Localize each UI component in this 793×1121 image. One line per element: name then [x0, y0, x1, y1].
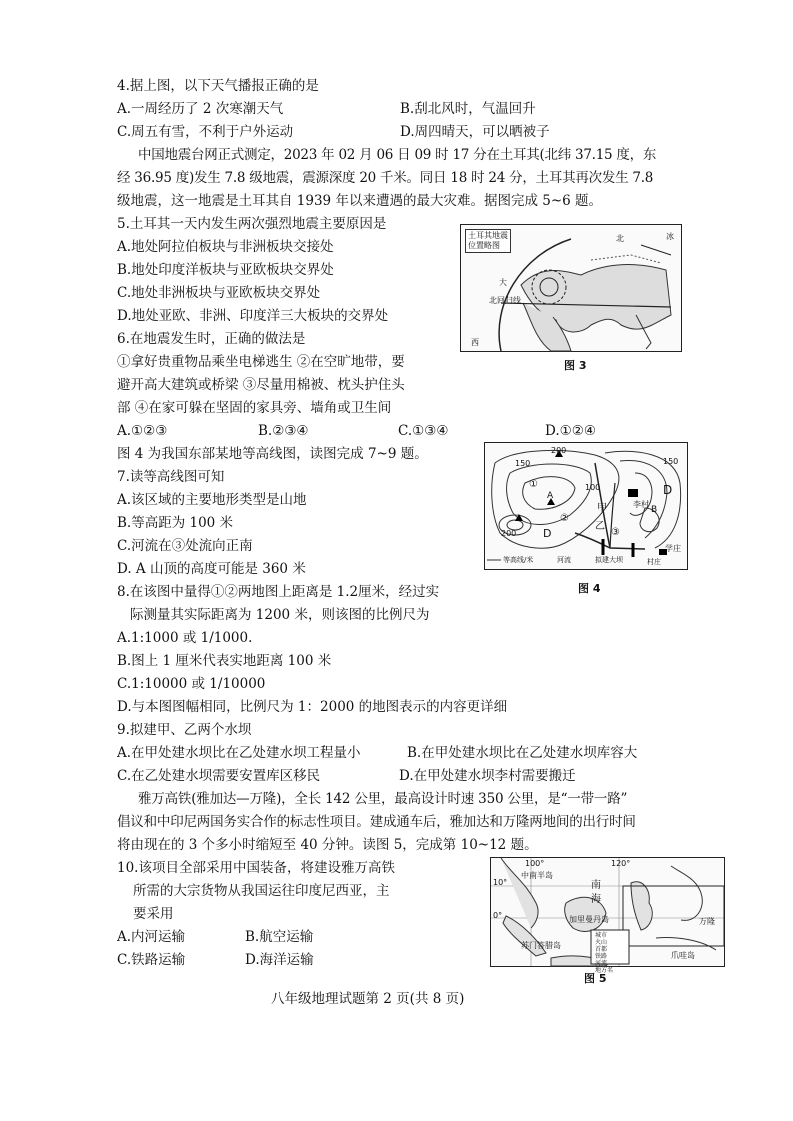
figure4-legend-contour: 等高线/米: [503, 556, 534, 564]
figure4-mark-3: ③: [611, 527, 620, 538]
q6-option-c: C.①③④: [398, 423, 449, 439]
figure4-caption: 图 4: [578, 582, 601, 595]
figure5-label-south: 南: [591, 880, 601, 891]
q8-stem: 8.在该图中量得①②两地图上距离是 1.2厘米，经过实: [117, 584, 440, 600]
figure5-lon-120: 120°: [611, 859, 631, 868]
figure4-mark-b: B: [651, 505, 658, 515]
q10-stem: 10.该项目全部采用中国装备，将建设雅万高铁: [117, 860, 395, 876]
figure5-legend-volcano: 火山: [595, 939, 608, 946]
figure4-contour-label: 150: [515, 459, 531, 468]
passage1-line3: 级地震，这一地震是土耳其自 1939 年以来遭遇的最大灾难。据图完成 5~6 题。: [117, 193, 603, 209]
figure4-contour-label: 150: [663, 457, 679, 466]
figure5-label-java: 爪哇岛: [671, 951, 695, 960]
figure3-label-north: 北: [616, 234, 624, 243]
q9-option-c: C.在乙处建水坝需要安置库区移民: [117, 768, 321, 784]
q4-option-d: D.周四晴天，可以晒被子: [400, 124, 550, 140]
figure5-legend-railway: 铁路: [595, 953, 608, 960]
q10-stem-line2: 所需的大宗货物从我国运往印度尼西亚，主: [133, 883, 390, 899]
figure3-map: [460, 224, 682, 352]
q6-stem: 6.在地震发生时，正确的做法是: [117, 331, 306, 347]
figure3-caption: 图 3: [564, 359, 587, 372]
q4-option-b: B.刮北风时，气温回升: [400, 101, 536, 117]
q5-option-c: C.地处非洲板块与亚欧板块交界处: [117, 285, 321, 301]
passage2: 图 4 为我国东部某地等高线图，读图完成 7~9 题。: [117, 446, 428, 462]
q7-option-c: C.河流在③处流向正南: [117, 538, 253, 554]
q5-option-d: D.地处亚欧、非洲、印度洋三大板块的交界处: [117, 308, 389, 324]
figure4-legend-village: 村庄: [647, 558, 661, 566]
q8-stem-line2: 际测量其实际距离为 1200 米，则该图的比例尺为: [130, 607, 430, 623]
q4-option-c: C.周五有雪，不利于户外运动: [117, 124, 294, 140]
figure4-mark-yi: 乙: [595, 521, 605, 532]
passage3-line3: 将由现在的 3 个多小时缩短至 40 分钟。读图 5，完成第 10~12 题。: [117, 837, 538, 853]
figure3-label-ocean: 大: [499, 278, 507, 287]
q8-option-b: B.图上 1 厘米代表实地距离 100 米: [117, 653, 332, 669]
q7-option-b: B.等高距为 100 米: [117, 515, 234, 531]
figure3-title-line1: 土耳其地震: [468, 231, 508, 240]
figure4-legend-river: 河流: [557, 556, 571, 564]
q5-option-b: B.地处印度洋板块与亚欧板块交界处: [117, 262, 334, 278]
figure4-village-icon: [628, 489, 638, 497]
q6-option-a: A.①②③: [117, 423, 168, 439]
passage1-line1: 中国地震台网正式测定，2023 年 02 月 06 日 09 时 17 分在土耳其(北纬 37.15 度，东: [138, 147, 657, 163]
q8-option-d: D.与本图图幅相同，比例尺为 1：2000 的地图表示的内容更详细: [117, 699, 508, 715]
figure5-map: [490, 857, 725, 974]
figure4-village2: 学庄: [665, 544, 681, 553]
figure4-mark-d: D: [663, 483, 673, 497]
passage1-line2: 经 36.95 度)发生 7.8 级地震，震源深度 20 千米。同日 18 时 24 分，土耳其再次发生 7.8: [117, 170, 654, 186]
q6-option-b: B.②③④: [258, 423, 309, 439]
passage3-line1: 雅万高铁(雅加达—万隆)，全长 142 公里，最高设计时速 350 公里，是“一带一路”: [138, 791, 628, 807]
q9-option-a: A.在甲处建水坝比在乙处建水坝工程量小: [117, 745, 361, 761]
q4-stem: 4.据上图，以下天气播报正确的是: [117, 78, 319, 94]
q6-line1: ①拿好贵重物品乘坐电梯逃生 ②在空旷地带，要: [117, 354, 405, 370]
q4-option-a: A.一周经历了 2 次寒潮天气: [117, 101, 284, 117]
q6-option-d: D.①②④: [545, 423, 596, 439]
figure4-mark-2: ②: [560, 513, 569, 524]
q10-option-c: C.铁路运输: [117, 952, 186, 968]
q10-option-b: B.航空运输: [245, 929, 314, 945]
figure5-legend-place: 地方名: [595, 967, 614, 974]
figure5-legend: [595, 932, 613, 974]
q10-stem-line3: 要采用: [133, 906, 174, 922]
q10-option-a: A.内河运输: [117, 929, 186, 945]
q6-line3: 部 ④在家可躲在坚固的家具旁、墙角或卫生间: [117, 400, 392, 416]
figure4-mark-a: A: [547, 491, 554, 501]
q7-option-d: D. A 山顶的高度可能是 360 米: [117, 561, 306, 577]
figure5-label-sumatra: 苏门答腊岛: [521, 941, 561, 950]
figure4-contour-label: 100: [585, 483, 601, 492]
figure5-lat-0: 0°: [493, 911, 503, 920]
figure5-legend-city: 城市: [595, 932, 608, 939]
figure4-contour-label: 200: [501, 529, 517, 538]
figure3-title-line2: 位置略图: [468, 241, 500, 250]
figure5-label-bandung: 万隆: [699, 917, 715, 926]
figure4-mark-jia: 甲: [597, 503, 607, 514]
q9-option-b: B.在甲处建水坝比在乙处建水坝库容大: [407, 745, 638, 761]
q7-option-a: A.该区域的主要地形类型是山地: [117, 492, 307, 508]
figure5-lon-100: 100°: [525, 859, 545, 868]
q8-option-c: C.1:10000 或 1/10000: [117, 676, 266, 692]
figure5-caption: 图 5: [584, 972, 607, 985]
q5-stem: 5.土耳其一天内发生两次强烈地震主要原因是: [117, 216, 387, 232]
passage3-line2: 倡议和中印尼两国务实合作的标志性项目。建成通车后，雅加达和万隆两地间的出行时间: [117, 814, 636, 830]
q9-stem: 9.拟建甲、乙两个水坝: [117, 722, 252, 738]
figure3-label-ice: 冰: [666, 232, 674, 241]
q7-stem: 7.读等高线图可知: [117, 469, 225, 485]
figure5-lat-10: 10°: [493, 878, 508, 887]
page-footer: 八年级地理试题第 2 页(共 8 页): [271, 991, 465, 1007]
figure5-label-sea: 海: [591, 894, 601, 905]
figure4-legend-dam: 拟建大坝: [595, 556, 623, 564]
q10-option-d: D.海洋运输: [245, 952, 314, 968]
figure3-label-west: 西: [471, 338, 479, 347]
q6-line2: 避开高大建筑或桥梁 ③尽量用棉被、枕头护住头: [117, 377, 405, 393]
q8-option-a: A.1:1000 或 1/1000.: [117, 630, 253, 646]
figure5-legend-capital: 首都: [595, 946, 608, 953]
figure3-label-tropic: 北回归线: [489, 296, 521, 305]
q9-option-d: D.在甲处建水坝李村需要搬迁: [399, 768, 576, 784]
figure5-legend-river: 河流: [595, 960, 608, 967]
figure4-village1: 李村: [633, 500, 649, 509]
figure4-mark-1: ①: [529, 479, 538, 490]
figure4-contour-label: 200: [551, 446, 567, 455]
figure5-label-indochina: 中南半岛: [521, 871, 553, 880]
q5-option-a: A.地处阿拉伯板块与非洲板块交接处: [117, 239, 334, 255]
figure4-map: [484, 442, 688, 570]
figure4-mark-d2: D: [543, 527, 552, 540]
figure5-label-borneo: 加里曼丹岛: [569, 915, 609, 924]
